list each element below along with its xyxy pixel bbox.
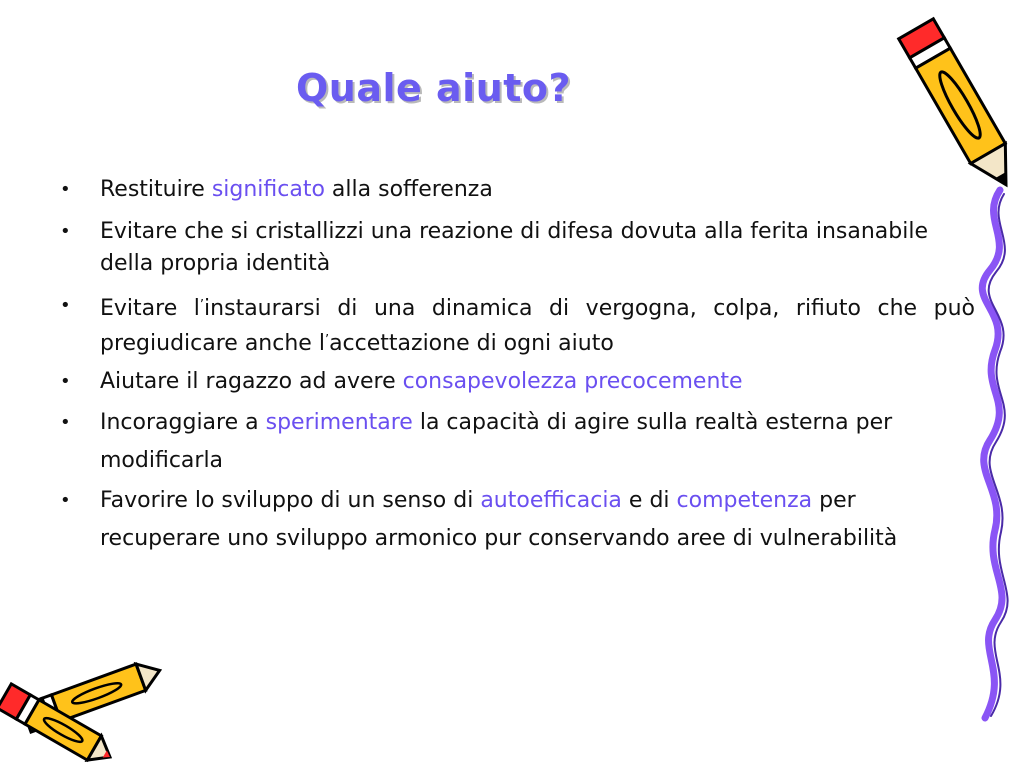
bullet-list [60,174,975,558]
bullet-dot: • [60,371,71,392]
bullet-text: Favorire lo sviluppo di un senso di [100,488,481,513]
highlight-text: significato [211,177,325,202]
squiggle-line [960,190,1024,720]
slide-title: Quale aiuto? [296,66,572,110]
bullet-text: per recuperare uno sviluppo armonico pur conservando aree di vulnerabilità [100,488,898,551]
bullet-item [60,174,975,206]
bullet-dot: • [60,221,71,242]
bullet-text: e di [621,488,677,513]
bullet-text: Evitare che si cristallizzi una reazione di difesa dovuta alla ferita insanabile della propria identità [100,219,928,276]
crossed-pencils-icon [0,655,160,765]
highlight-text: competenza [676,488,813,513]
apostrophe: ’ [199,298,205,313]
bullet-item [60,482,975,558]
highlight-text: consapevolezza precocemente [402,369,743,394]
highlight-text: sperimentare [265,410,413,435]
highlight-text: autoefficacia [480,488,622,513]
bullet-item [60,366,975,398]
bullet-text: Evitare l [100,296,200,321]
bullet-text: Restituire [100,177,212,202]
apostrophe: ’ [324,333,330,348]
bullet-dot: • [60,490,71,511]
bullet-text: Incoraggiare a [100,410,266,435]
bullet-item [60,216,975,280]
bullet-text: Aiutare il ragazzo ad avere [100,369,403,394]
bullet-dot: • [60,179,71,200]
bullet-text: alla sofferenza [324,177,493,202]
pencil-top-right-icon [900,10,1020,200]
bullet-text: accettazione di ogni aiuto [329,331,614,356]
bullet-dot: • [60,295,71,316]
bullet-item [60,404,975,480]
bullet-dot: • [60,412,71,433]
bullet-text: la capacità di agire sulla realtà esterna per modificarla [100,410,893,473]
bullet-text: instaurarsi di una dinamica di vergogna, colpa, rifiuto che può pregiudicare anche l [100,296,975,356]
bullet-item [60,290,975,360]
